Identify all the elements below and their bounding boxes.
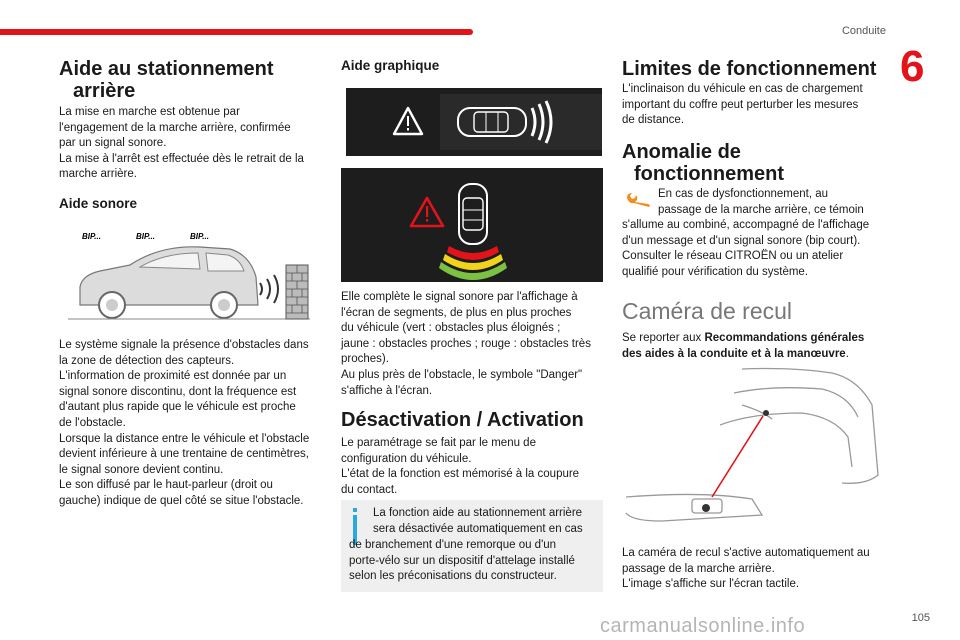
limits-heading: Limites de fonctionnement: [622, 58, 877, 80]
page-number: 105: [911, 612, 930, 624]
text-line: La mise en marche est obtenue par: [59, 106, 240, 118]
text-line: d'autant plus rapide que le véhicule est proche: [59, 401, 296, 414]
text-line: sera désactivée automatiquement en cas: [373, 522, 583, 535]
camera-heading: Caméra de recul: [622, 298, 793, 324]
warning-triangle-icon: [394, 108, 422, 134]
limits-text: [622, 82, 892, 129]
text-line: marche arrière.: [59, 168, 137, 181]
info-box: [341, 500, 603, 592]
text-line: passage de la marche arrière.: [622, 562, 775, 575]
sound-waves-icon: [260, 275, 278, 303]
bip-label: BIP...: [82, 232, 101, 241]
ref-prefix: Se reporter aux: [622, 332, 705, 344]
text-line: gauche) indique de quel côté se situe l'obstacle.: [59, 494, 304, 507]
text-line: par un signal sonore.: [59, 137, 167, 150]
text-line: du véhicule (vert : obstacles plus éloignés ;: [341, 322, 561, 335]
anomaly-heading: [622, 141, 892, 185]
text-line: l'écran de segments, de plus en plus proches: [341, 306, 572, 319]
text-line: L'inclinaison du véhicule en cas de chargement: [622, 83, 863, 95]
car-rear-icon: [626, 369, 878, 522]
text-line: s'allume au combiné, accompagné de l'affichage: [622, 219, 870, 231]
text-line: de distance.: [622, 114, 685, 127]
intro-text: [59, 105, 329, 183]
pointer-lines: [712, 416, 763, 497]
graphic-text: [341, 290, 611, 399]
text-line: important du coffre peut perturber les mesures: [622, 98, 859, 111]
rear-camera-illustration: [622, 365, 884, 527]
car-side-icon: [68, 247, 310, 319]
text-line: s'affiche à l'écran.: [341, 384, 433, 397]
text-line: qualifié pour vérification du système.: [622, 265, 809, 278]
ref-bold: Recommandations générales: [704, 332, 865, 344]
anomaly-line-1: Anomalie de: [622, 141, 741, 163]
text-line: porte-vélo sur un dispositif d'attelage installé: [349, 554, 575, 567]
bip-label: BIP...: [136, 232, 155, 241]
chapter-number: 6: [900, 42, 925, 91]
sound-aid-illustration: [60, 225, 322, 325]
text-line: L'information de proximité est donnée par un: [59, 370, 287, 383]
anomaly-line-2: fonctionnement: [634, 163, 784, 185]
text-line: Le système signale la présence d'obstacles dans: [59, 339, 309, 351]
text-line: passage de la marche arrière, ce témoin: [658, 203, 864, 216]
title-line-1: Aide au stationnement: [59, 58, 274, 80]
text-line: L'état de la fonction est mémorisé à la coupure: [341, 468, 580, 481]
ref-bold-2: des aides à la conduite et à la manœuvre: [622, 347, 846, 360]
anomaly-text: [622, 218, 892, 280]
text-line: la zone de détection des capteurs.: [59, 354, 235, 367]
text-line: Le paramétrage se fait par le menu de: [341, 437, 536, 449]
wall-icon: [286, 265, 308, 319]
text-line: de l'obstacle.: [59, 416, 126, 429]
text-line: devient inférieure à une trentaine de centimètres,: [59, 448, 309, 461]
warning-triangle-icon: [411, 198, 443, 226]
car-top-view-icon: [459, 184, 487, 244]
camera-text: [622, 546, 892, 593]
red-segments: [447, 246, 499, 260]
info-text: [373, 506, 601, 537]
text-line: d'un message et d'un signal sonore (bip court).: [622, 234, 861, 247]
text-line: l'engagement de la marche arrière, confirmée: [59, 121, 291, 134]
text-line: Consulter le réseau CITROËN ou un atelier: [622, 250, 844, 263]
camera-reference: [622, 331, 892, 362]
text-line: Au plus près de l'obstacle, le symbole "Danger": [341, 368, 583, 381]
text-line: Lorsque la distance entre le véhicule et l'obstacle: [59, 432, 310, 445]
sound-body-text: [59, 338, 329, 510]
text-line: En cas de dysfonctionnement, au: [658, 188, 829, 200]
text-line: jaune : obstacles proches ; rouge : obstacles très: [341, 337, 591, 350]
text-line: Elle complète le signal sonore par l'affichage à: [341, 291, 578, 303]
text-line: Le son diffusé par le haut-parleur (droit ou: [59, 479, 273, 492]
header-accent-bar: [0, 29, 473, 35]
text-line: de branchement d'une remorque ou d'un: [349, 539, 557, 551]
anomaly-text-indented: [658, 187, 892, 218]
text-line: le signal sonore devient continu.: [59, 463, 224, 476]
text-line: selon les préconisations du constructeur.: [349, 570, 557, 583]
text-line: La mise à l'arrêt est effectuée dès le retrait de la: [59, 152, 304, 165]
text-line: proches).: [341, 353, 389, 366]
sound-heading: Aide sonore: [59, 196, 138, 211]
section-name: Conduite: [841, 25, 886, 37]
parking-aid-title: [59, 58, 329, 102]
deactivation-heading: Désactivation / Activation: [341, 409, 584, 431]
title-line-2: arrière: [73, 80, 136, 102]
graphic-aid-screen-top: [346, 88, 602, 156]
text-line: La fonction aide au stationnement arrière: [373, 507, 583, 519]
text-line: du contact.: [341, 483, 398, 496]
text-line: L'image s'affiche sur l'écran tactile.: [622, 578, 800, 591]
graphic-heading: Aide graphique: [341, 58, 440, 73]
deactivation-text: [341, 436, 611, 498]
info-text-continued: [349, 538, 599, 585]
ref-suffix: .: [845, 347, 849, 360]
graphic-aid-screen-bottom: [341, 168, 603, 282]
text-line: La caméra de recul s'active automatiquement au: [622, 547, 870, 559]
text-line: configuration du véhicule.: [341, 452, 472, 465]
wrench-icon: [624, 190, 652, 215]
watermark: carmanualsonline.info: [600, 615, 806, 637]
bip-label: BIP...: [190, 232, 209, 241]
text-line: signal sonore discontinu, dont la fréquence est: [59, 385, 297, 398]
